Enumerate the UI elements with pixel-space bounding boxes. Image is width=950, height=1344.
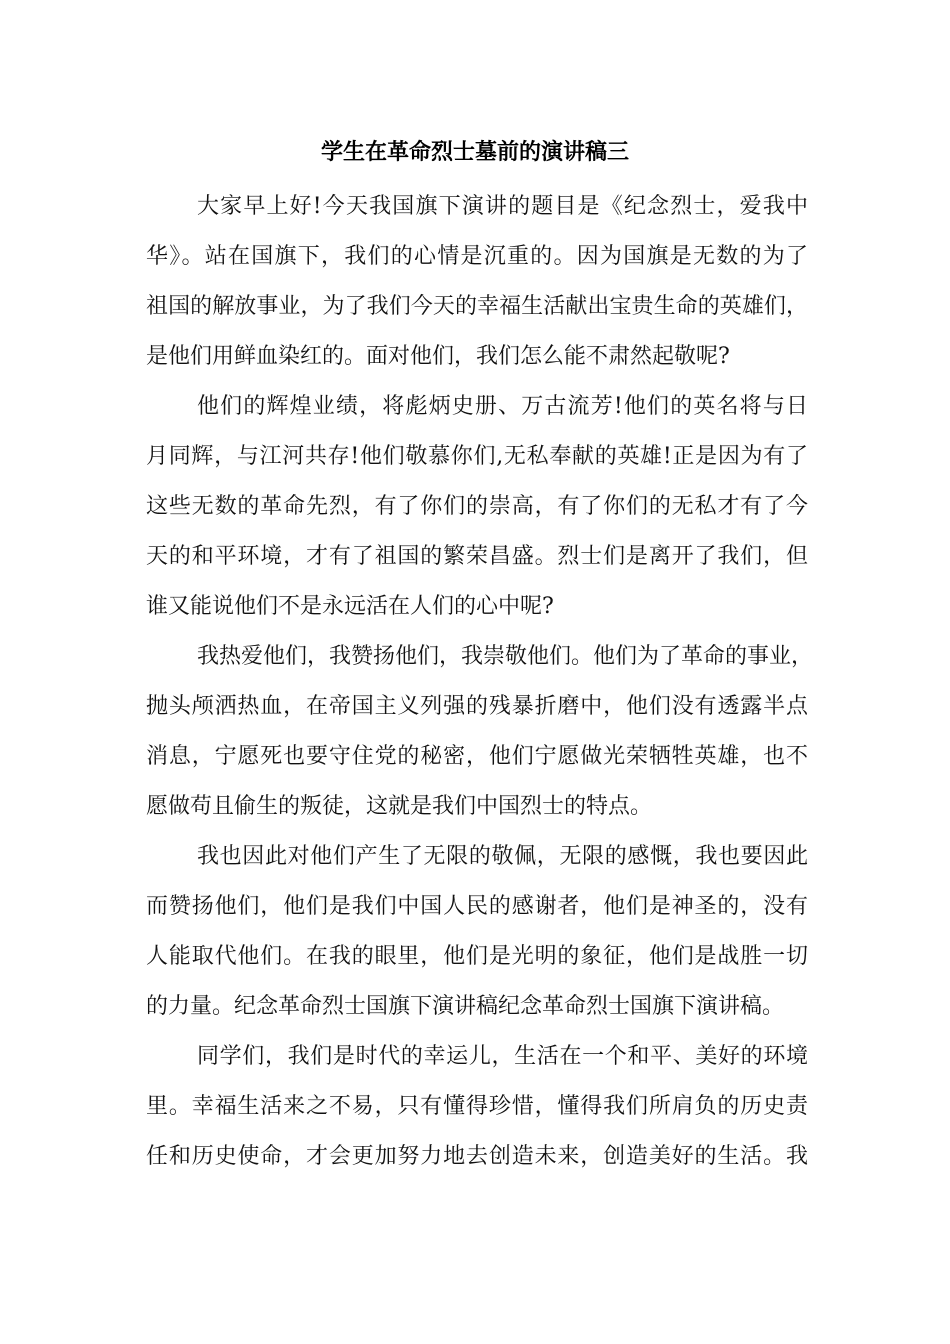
text-line: 我热爱他们，我赞扬他们，我崇敬他们。他们为了革命的事业， xyxy=(197,644,814,669)
text-line: 人能取代他们。在我的眼里，他们是光明的象征，他们是战胜一切 xyxy=(146,944,808,969)
text-line: 的力量。纪念革命烈士国旗下演讲稿纪念革命烈士国旗下演讲稿。 xyxy=(146,994,785,1019)
paragraph-2 xyxy=(146,382,808,632)
text-line: 华》。站在国旗下，我们的心情是沉重的。因为国旗是无数的为了 xyxy=(146,244,808,269)
paragraph-3 xyxy=(146,632,814,832)
text-line: 而赞扬他们，他们是我们中国人民的感谢者，他们是神圣的，没有 xyxy=(146,894,808,919)
document-body xyxy=(146,182,814,1182)
text-line: 我也因此对他们产生了无限的敬佩，无限的感慨，我也要因此 xyxy=(197,844,808,869)
text-line: 月同辉，与江河共存!他们敬慕你们,无私奉献的英雄!正是因为有了 xyxy=(146,444,808,469)
document-title: 学生在革命烈士墓前的演讲稿三 xyxy=(320,140,629,165)
paragraph-4 xyxy=(146,832,808,1032)
text-line: 他们的辉煌业绩，将彪炳史册、万古流芳!他们的英名将与日 xyxy=(197,394,808,419)
text-line: 谁又能说他们不是永远活在人们的心中呢? xyxy=(146,594,554,619)
text-line: 抛头颅洒热血，在帝国主义列强的残暴折磨中，他们没有透露半点 xyxy=(146,694,808,719)
text-line: 同学们，我们是时代的幸运儿，生活在一个和平、美好的环境 xyxy=(197,1044,808,1069)
paragraph-5 xyxy=(146,1032,808,1182)
text-line: 大家早上好!今天我国旗下演讲的题目是《纪念烈士，爱我中 xyxy=(197,194,808,219)
text-line: 任和历史使命，才会更加努力地去创造未来，创造美好的生活。我 xyxy=(146,1144,808,1169)
text-line: 祖国的解放事业，为了我们今天的幸福生活献出宝贵生命的英雄们， xyxy=(146,294,808,319)
text-line: 里。幸福生活来之不易，只有懂得珍惜，懂得我们所肩负的历史责 xyxy=(146,1094,808,1119)
text-line: 消息，宁愿死也要守住党的秘密，他们宁愿做光荣牺牲英雄，也不 xyxy=(146,744,808,769)
text-line: 是他们用鲜血染红的。面对他们，我们怎么能不肃然起敬呢? xyxy=(146,344,730,369)
text-line: 愿做苟且偷生的叛徒，这就是我们中国烈士的特点。 xyxy=(146,794,653,819)
text-line: 这些无数的革命先烈，有了你们的崇高，有了你们的无私才有了今 xyxy=(146,494,808,519)
paragraph-1 xyxy=(146,182,808,382)
text-line: 天的和平环境，才有了祖国的繁荣昌盛。烈士们是离开了我们，但 xyxy=(146,544,808,569)
